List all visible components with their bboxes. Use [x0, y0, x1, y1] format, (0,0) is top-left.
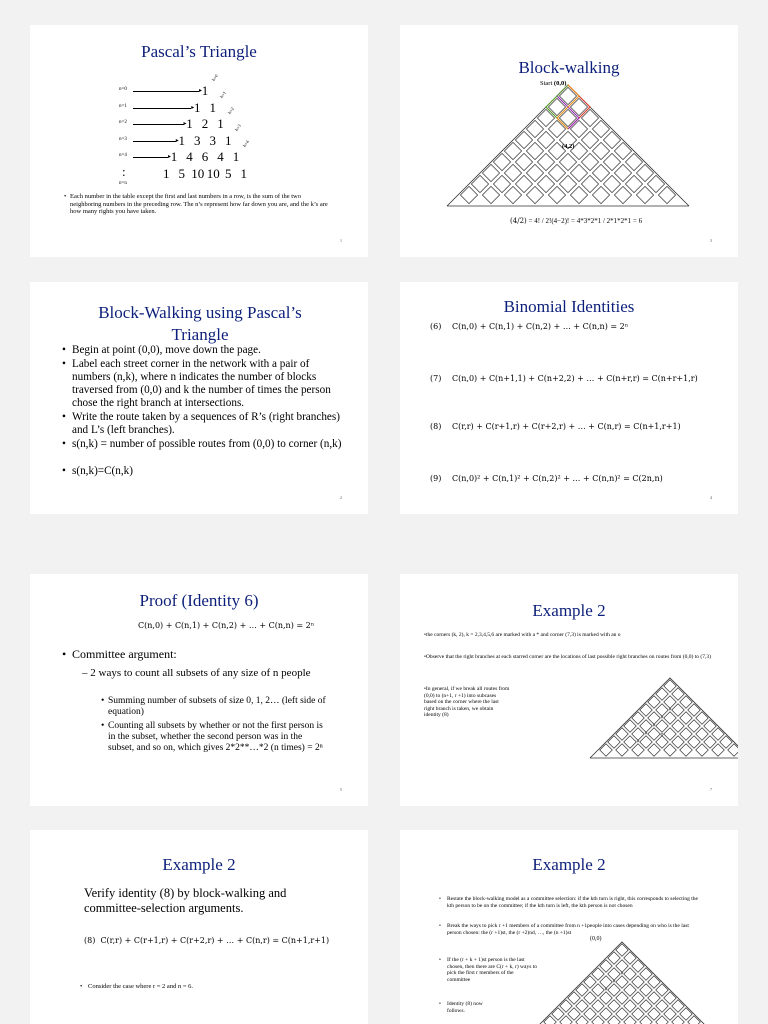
block-diamond	[636, 164, 653, 181]
block-diamond	[656, 984, 668, 996]
block-diamond	[493, 153, 510, 170]
slide-title: Proof (Identity 6)	[139, 591, 259, 610]
block-diamond	[664, 744, 676, 756]
block-diamond	[504, 164, 521, 181]
slide-title: Example 2	[162, 855, 236, 874]
block-diamond	[616, 960, 628, 972]
block-diamond	[632, 712, 644, 724]
block-diamond	[624, 952, 636, 964]
block-diamond	[600, 744, 612, 756]
slide-title: Block-Walking using Pascal’s Triangle	[98, 303, 302, 344]
block-diamond	[656, 688, 668, 700]
block-diamond	[647, 175, 664, 192]
block-diamond	[592, 164, 609, 181]
block-diamond	[600, 960, 612, 972]
slide-proof-identity-6	[30, 574, 368, 806]
pascal-value: 5	[225, 165, 232, 181]
corner-mark: *	[660, 716, 664, 722]
block-diamond	[640, 720, 652, 732]
block-diamond	[624, 736, 636, 748]
paragraph-observe: •Observe that the right branches at each starred corner are the locations of last possible right branches on routes from (0,0) to (7,3)	[424, 654, 711, 660]
block-diamond	[552, 1008, 564, 1020]
pascal-value: 10	[206, 165, 220, 181]
block-diamond	[672, 736, 684, 748]
row-label: n=4	[119, 153, 127, 158]
block-diamond	[728, 744, 738, 756]
page-number: 7	[710, 787, 712, 792]
slide-title: Block-walking	[518, 58, 620, 77]
block-diamond	[616, 744, 628, 756]
pascal-value: 1	[194, 99, 201, 115]
block-diamond	[537, 131, 554, 148]
paragraph-general: •In general, if we break all routes from (0,0) to (n+1, r +1) into subcases based on the corner where the last right branch is taken, we obtain identity (8)	[424, 686, 510, 718]
start-label: Start (0,0)	[540, 80, 567, 87]
block-diamond	[576, 1000, 588, 1012]
block-diamond	[576, 984, 588, 996]
block-diamond	[526, 120, 543, 137]
block-diamond	[658, 186, 675, 203]
page-number: 2	[340, 495, 342, 500]
corner-mark: *	[636, 740, 640, 746]
block-diamond	[592, 1000, 604, 1012]
block-diamond	[559, 109, 576, 126]
row-label: :	[122, 163, 126, 179]
block-diamond	[672, 720, 684, 732]
k-label: k=1	[218, 89, 227, 99]
identity-expression: C(n,0)² + C(n,1)² + C(n,2)² + … + C(n,n)² = C(2n,n)	[452, 474, 663, 483]
pascal-value: 1	[225, 132, 232, 148]
corner-label: (4,2)	[562, 143, 575, 150]
page-number: 5	[340, 787, 342, 792]
sub-sub-bullet-counting: • Counting all subsets by whether or not the first person is in the subset, whether the second person was in the subset, and so on, which gives 2*2**…*2 (n times) = 2ⁿ	[101, 721, 323, 753]
bullet-item: • Begin at point (0,0), move down the page.	[62, 344, 261, 356]
bullet-last-chosen: • If the (r + k + 1)st person is the last chosen, then there are C(r + k, r) ways to pick the first r members of the committee	[439, 957, 538, 983]
pascal-value: 1	[201, 83, 209, 98]
block-diamond	[570, 186, 587, 203]
n-label: n=n	[119, 181, 127, 186]
block-diamond	[600, 1008, 612, 1020]
block-diamond	[632, 976, 644, 988]
route-path	[568, 85, 590, 129]
block-diamond	[624, 984, 636, 996]
corner-mark: o	[660, 732, 664, 738]
block-diamond	[504, 142, 521, 159]
sub-bullet-two-ways: – 2 ways to count all subsets of any size of n people	[82, 667, 311, 679]
block-diamond	[548, 186, 565, 203]
block-diamond	[704, 720, 716, 732]
block-diamond	[515, 175, 532, 192]
block-diamond	[515, 131, 532, 148]
bullet-item: • s(n,k)=C(n,k)	[62, 465, 133, 477]
bullet-restate: • Restate the block-walking model as a committee selection: if the kth turn is right, this corresponds to selecting the kth person to be on the committee; if the kth turn is left, the kth person is not chosen	[439, 896, 698, 909]
k-label: k=0	[210, 73, 220, 82]
identity-item	[430, 374, 730, 384]
paragraph-corners: •the corners (k, 2), k = 2,3,4,5,6 are marked with a * and corner (7,3) is marked with an o	[424, 632, 621, 638]
pascal-value: 4	[217, 149, 224, 164]
block-diamond	[664, 992, 676, 1004]
bullet-follows: • Identity (8) now follows.	[439, 1001, 483, 1014]
block-diamond	[592, 984, 604, 996]
pascal-value: 1	[240, 165, 247, 181]
block-diamond	[608, 968, 620, 980]
block-diamond	[672, 1000, 684, 1012]
block-diamond	[648, 992, 660, 1004]
block-diamond	[537, 109, 554, 126]
block-diamond	[616, 992, 628, 1004]
bullet-item: • Write the route taken by a sequences of R’s (right branches) and L’s (left branches).	[62, 411, 340, 436]
block-diamond	[608, 736, 620, 748]
block-diamond	[614, 142, 631, 159]
corner-mark: *	[620, 972, 624, 978]
block-diamond	[608, 1000, 620, 1012]
block-diamond	[493, 175, 510, 192]
block-diamond	[672, 688, 684, 700]
row-arrow: ▸	[133, 124, 184, 125]
corner-mark: *	[612, 980, 616, 986]
block-diamond	[581, 109, 598, 126]
identity-item	[430, 322, 730, 332]
block-diamond	[581, 131, 598, 148]
combination-formula: (4/2) = 4! / 2!(4−2)! = 4*3*2*1 / 2*1*2*1 = 6	[510, 217, 643, 225]
block-diamond	[648, 744, 660, 756]
block-diamond	[664, 1008, 676, 1020]
block-diamond	[664, 680, 676, 692]
block-diamond	[640, 704, 652, 716]
block-diamond	[548, 98, 565, 115]
identity-item	[430, 474, 730, 484]
identity-8: (8) C(r,r) + C(r+1,r) + C(r+2,r) + … + C(n,r) = C(n+1,r+1)	[84, 936, 330, 945]
block-diamond	[636, 186, 653, 203]
identity-expression: C(r,r) + C(r+1,r) + C(r+2,r) + … + C(n,r) = C(n+1,r+1)	[452, 422, 681, 431]
origin-label: (0,0)	[590, 936, 602, 942]
block-walking-grid	[400, 830, 738, 1024]
k-label: k=4	[241, 139, 251, 148]
identity-expression: C(n,0) + C(n+1,1) + C(n+2,2) + … + C(n+r,r) = C(n+r+1,r)	[452, 374, 698, 383]
block-diamond	[640, 984, 652, 996]
block-diamond	[526, 142, 543, 159]
block-diamond	[712, 728, 724, 740]
block-diamond	[696, 728, 708, 740]
block-diamond	[680, 744, 692, 756]
identity-tag: (9)	[430, 474, 442, 483]
row-label: n=2	[119, 120, 127, 125]
block-diamond	[592, 142, 609, 159]
block-diamond	[482, 186, 499, 203]
block-diamond	[696, 712, 708, 724]
block-diamond	[680, 728, 692, 740]
bullet-committee: • Committee argument:	[62, 647, 177, 661]
bullet-item: • Label each street corner in the network with a pair of numbers (n,k), where n indicates the number of blocks traversed from (0,0) and k the number of times the person chose the right branch at intersections.	[62, 358, 331, 409]
bullet-item: • s(n,k) = number of possible routes from (0,0) to corner (n,k)	[62, 438, 342, 450]
block-diamond	[592, 120, 609, 137]
block-diamond	[688, 736, 700, 748]
page-number: 4	[710, 495, 712, 500]
block-diamond	[526, 164, 543, 181]
slide-title: Pascal’s Triangle	[141, 42, 257, 61]
slide-example-2-verify	[30, 830, 368, 1024]
block-diamond	[632, 1008, 644, 1020]
block-diamond	[568, 992, 580, 1004]
block-diamond	[680, 696, 692, 708]
block-diamond	[559, 153, 576, 170]
row-label: n=3	[119, 136, 127, 142]
pascal-value: 5	[178, 165, 185, 181]
page-number: 1	[340, 238, 342, 243]
block-diamond	[592, 186, 609, 203]
pascal-row	[30, 163, 368, 182]
block-diamond	[559, 87, 576, 104]
block-diamond	[640, 1000, 652, 1012]
block-diamond	[614, 164, 631, 181]
block-diamond	[526, 186, 543, 203]
sub-sub-bullet-summing: • Summing number of subsets of size 0, 1, 2… (left side of equation)	[101, 696, 326, 717]
block-diamond	[504, 186, 521, 203]
block-diamond	[688, 704, 700, 716]
corner-mark: *	[644, 732, 648, 738]
row-arrow: ▸	[133, 108, 191, 109]
pascal-value: 3	[209, 132, 216, 148]
block-diamond	[584, 992, 596, 1004]
block-diamond	[603, 131, 620, 148]
pascal-value: 10	[191, 165, 205, 181]
block-diamond	[664, 728, 676, 740]
slide-block-walking	[400, 25, 738, 257]
block-diamond	[696, 744, 708, 756]
block-diamond	[559, 175, 576, 192]
pascal-value: 1	[217, 116, 224, 131]
page-number: 3	[710, 238, 712, 243]
block-diamond	[608, 952, 620, 964]
block-diamond	[600, 976, 612, 988]
slide-example-2-committee	[400, 830, 738, 1024]
block-diamond	[624, 968, 636, 980]
block-diamond	[640, 968, 652, 980]
block-diamond	[614, 186, 631, 203]
intro-text: Verify identity (8) by block-walking and committee-selection arguments.	[84, 886, 287, 915]
block-diamond	[548, 120, 565, 137]
corner-mark: *	[652, 724, 656, 730]
block-diamond	[664, 696, 676, 708]
identity-item	[430, 422, 730, 432]
triangle-outline	[534, 942, 710, 1024]
block-diamond	[584, 976, 596, 988]
block-diamond	[632, 728, 644, 740]
block-diamond	[515, 153, 532, 170]
block-diamond	[632, 960, 644, 972]
slide-example-2-grid	[400, 574, 738, 806]
block-diamond	[648, 696, 660, 708]
block-diamond	[568, 1008, 580, 1020]
block-diamond	[656, 1000, 668, 1012]
k-label: k=3	[234, 122, 243, 132]
pascal-value: 2	[201, 116, 209, 131]
block-diamond	[680, 1008, 692, 1020]
pascal-value: 1	[163, 165, 170, 181]
block-diamond	[616, 728, 628, 740]
block-diamond	[603, 153, 620, 170]
pascal-value: 1	[178, 132, 185, 148]
block-diamond	[624, 1000, 636, 1012]
identity-tag: (6)	[430, 322, 442, 331]
block-diamond	[624, 720, 636, 732]
corner-mark: *	[604, 988, 608, 994]
block-diamond	[592, 968, 604, 980]
pascal-value: 4	[186, 149, 193, 164]
pascal-row	[30, 73, 368, 99]
block-diamond	[570, 98, 587, 115]
identity-tag: (7)	[430, 374, 442, 383]
block-diamond	[460, 186, 477, 203]
row-arrow: ▸	[133, 91, 199, 92]
block-diamond	[712, 744, 724, 756]
block-diamond	[616, 944, 628, 956]
block-diamond	[560, 1000, 572, 1012]
route-path	[557, 85, 579, 129]
row-label: n=1	[119, 103, 127, 109]
block-diamond	[537, 153, 554, 170]
block-diamond	[648, 712, 660, 724]
block-diamond	[648, 1008, 660, 1020]
pascal-value: 1	[232, 149, 240, 164]
row-arrow: ▸	[133, 141, 176, 142]
block-diamond	[632, 992, 644, 1004]
k-label: k=2	[226, 106, 235, 115]
block-diamond	[537, 175, 554, 192]
pascal-value: 1	[186, 116, 193, 131]
block-diamond	[570, 164, 587, 181]
pascal-value: 6	[201, 149, 209, 164]
bullet-text: • Each number in the table except the first and last numbers in a row, is the sum of the two neighboring numbers in the preceding row. The n’s represent how far down you are, and the k’s are how many rights you have taken.	[64, 193, 328, 215]
route-path	[546, 85, 568, 129]
block-diamond	[656, 704, 668, 716]
identity-expression: C(n,0) + C(n,1) + C(n,2) + … + C(n,n) = 2ⁿ	[452, 322, 629, 331]
block-diamond	[672, 704, 684, 716]
block-diamond	[720, 736, 732, 748]
pascal-value: 1	[170, 149, 178, 164]
slide-title: Example 2	[532, 601, 606, 620]
slide-title: Binomial Identities	[503, 297, 635, 316]
identity-tag: (8)	[430, 422, 442, 431]
block-diamond	[581, 175, 598, 192]
block-diamond	[482, 164, 499, 181]
block-walking-grid	[400, 574, 738, 806]
slide-pascals-triangle	[30, 25, 368, 257]
row-arrow: ▸	[133, 157, 168, 158]
bullet-case: • Consider the case where r = 2 and n = 6.	[80, 983, 193, 990]
block-diamond	[548, 164, 565, 181]
block-diamond	[584, 1008, 596, 1020]
block-diamond	[616, 1008, 628, 1020]
block-diamond	[704, 736, 716, 748]
block-diamond	[581, 153, 598, 170]
block-diamond	[625, 175, 642, 192]
slide-title: Example 2	[532, 855, 606, 874]
corner-mark: *	[668, 708, 672, 714]
block-diamond	[688, 720, 700, 732]
block-diamond	[625, 153, 642, 170]
slide-binomial-identities	[400, 282, 738, 514]
pascal-value: 1	[209, 99, 216, 115]
block-diamond	[603, 175, 620, 192]
bullet-break: • Break the ways to pick r +1 members of a committee from n +1people into cases depending on who is the last person chosen: the (r +1)st, the (r +2)nd, …, the (n +1)st	[439, 923, 689, 936]
pascal-value: 3	[194, 132, 201, 148]
block-diamond	[570, 120, 587, 137]
slide-block-walking-pascal	[30, 282, 368, 514]
identity-formula: C(n,0) + C(n,1) + C(n,2) + … + C(n,n) = 2ⁿ	[138, 621, 315, 630]
block-diamond	[471, 175, 488, 192]
row-label: n=0	[119, 87, 127, 92]
block-diamond	[680, 712, 692, 724]
block-diamond	[648, 976, 660, 988]
